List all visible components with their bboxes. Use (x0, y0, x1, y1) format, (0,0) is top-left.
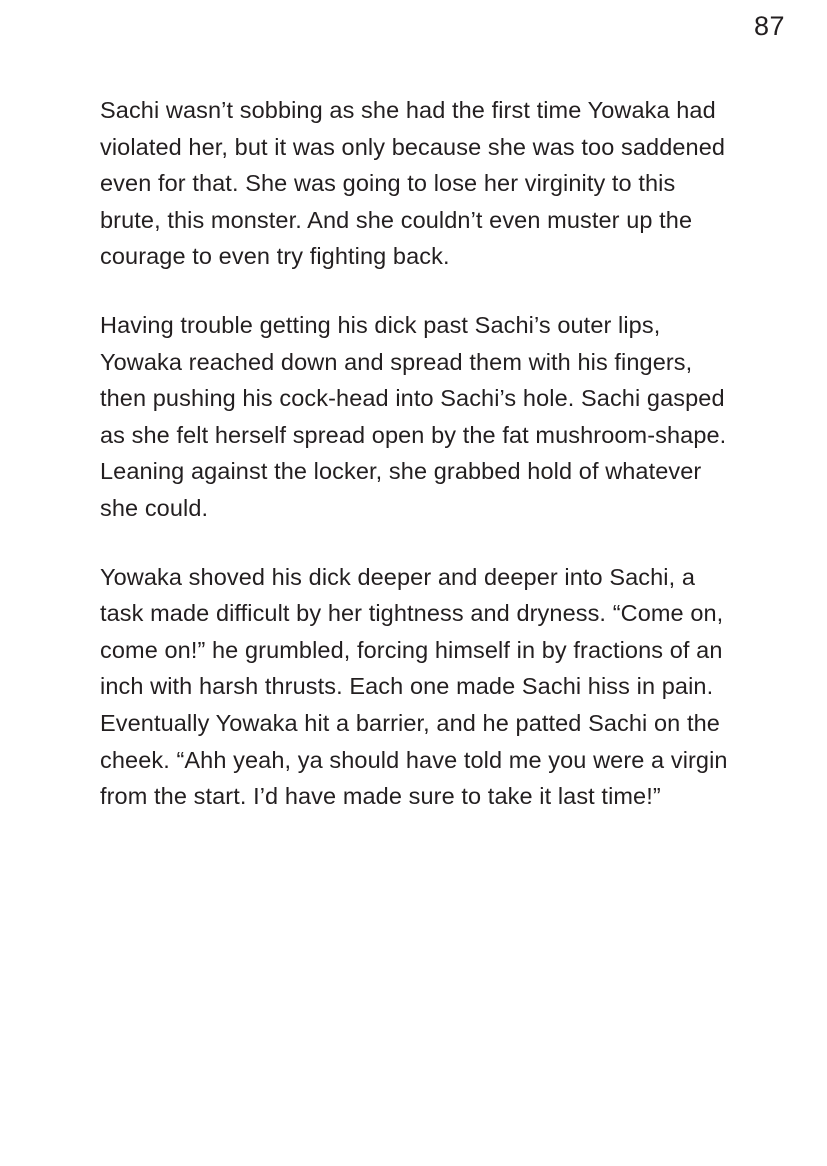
paragraph: Yowaka shoved his dick deeper and deeper into Sachi, a task made difficult by her tightness and dryness. “Come on, come on!” he grumbled, forcing himself in by fractions of an inch with harsh thrusts. Each one made Sachi hiss in pain. Eventually Yowaka hit a barrier, and he patted Sachi on the cheek. “Ahh yeah, ya should have told me you were a virgin from the start. I’d have made sure to take it last time!” (100, 563, 728, 810)
paragraph: Sachi wasn’t sobbing as she had the first time Yowaka had violated her, but it was only because she was too saddened even for that. She was going to lose her virginity to this brute, this monster. And she couldn’t even muster up the courage to even try fighting back. (100, 97, 726, 270)
page-body-text (100, 92, 732, 815)
paragraph: Having trouble getting his dick past Sachi’s outer lips, Yowaka reached down and spread them with his fingers, then pushing his cock-head into Sachi’s hole. Sachi gasped as she felt herself spread open by the fat mushroom-shape. Leaning against the locker, she grabbed hold of whatever she could. (100, 311, 727, 521)
page-number: 87 (753, 11, 785, 41)
